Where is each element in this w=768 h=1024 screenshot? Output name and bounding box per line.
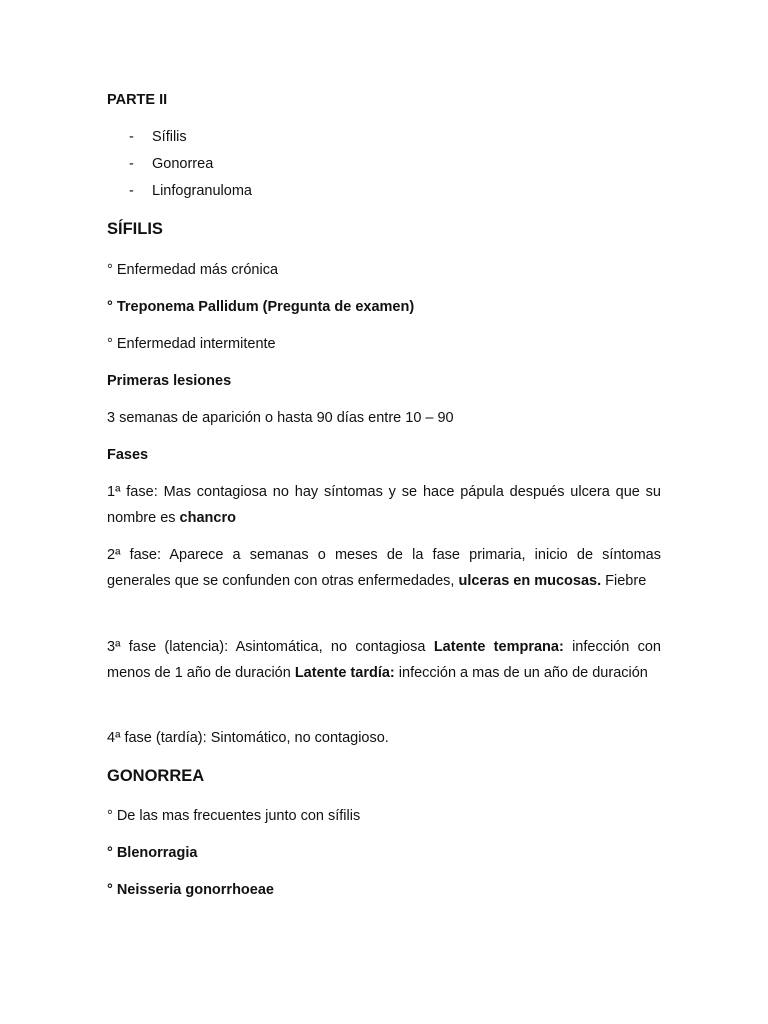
fase-2-ulceras: ulceras en mucosas. — [458, 573, 602, 589]
fase-3-tardia-text: infección a mas de un año de duración — [394, 665, 648, 681]
primeras-lesiones-text: 3 semanas de aparición o hasta 90 días entre 10 – 90 — [107, 410, 454, 426]
list-bullet: - — [129, 129, 134, 145]
fase-3-latente-tardia: Latente tardía: — [294, 665, 395, 681]
fase-3-latente-temprana: Latente temprana: — [433, 639, 564, 655]
sifilis-point-intermittent: ° Enfermedad intermitente — [107, 336, 276, 352]
subheading-fases: Fases — [107, 447, 149, 463]
fase-2-paragraph — [107, 542, 661, 594]
list-item-linfogranuloma: Linfogranuloma — [152, 183, 252, 199]
fase-1-text: 1ª fase: Mas contagiosa no hay síntomas y se hace pápula después ulcera que su nombre es — [107, 484, 661, 526]
fase-2-text: 2ª fase: Aparece a semanas o meses de la fase primaria, inicio de síntomas generales que se confunden con otras enfermedades, — [107, 547, 661, 589]
fase-4-text: 4ª fase (tardía): Sintomático, no contagioso. — [107, 730, 389, 746]
section-title-gonorrea: GONORREA — [107, 767, 205, 785]
list-item-gonorrea: Gonorrea — [152, 156, 214, 172]
fase-1-chancro: chancro — [179, 510, 236, 526]
section-title-sifilis: SÍFILIS — [107, 220, 163, 238]
list-item-sifilis: Sífilis — [152, 129, 187, 145]
list-bullet: - — [129, 156, 134, 172]
fase-3-text: 3ª fase (latencia): Asintomática, no contagiosa — [107, 639, 434, 655]
subheading-primeras-lesiones: Primeras lesiones — [107, 373, 232, 389]
gonorrea-point-blenorragia: ° Blenorragia — [107, 845, 198, 861]
fase-1-paragraph — [107, 479, 661, 531]
fase-3-paragraph — [107, 634, 661, 686]
sifilis-point-treponema: ° Treponema Pallidum (Pregunta de examen) — [107, 299, 415, 315]
fase-2-fiebre: Fiebre — [601, 573, 647, 589]
fase-3-temprana-text: infección con menos de 1 año de duración — [107, 639, 661, 681]
sifilis-point-chronic: ° Enfermedad más crónica — [107, 262, 279, 278]
gonorrea-point-neisseria: ° Neisseria gonorrhoeae — [107, 882, 274, 898]
list-bullet: - — [129, 183, 134, 199]
gonorrea-point-frequent: ° De las mas frecuentes junto con sífilis — [107, 808, 361, 824]
part-heading: PARTE II — [107, 92, 168, 108]
